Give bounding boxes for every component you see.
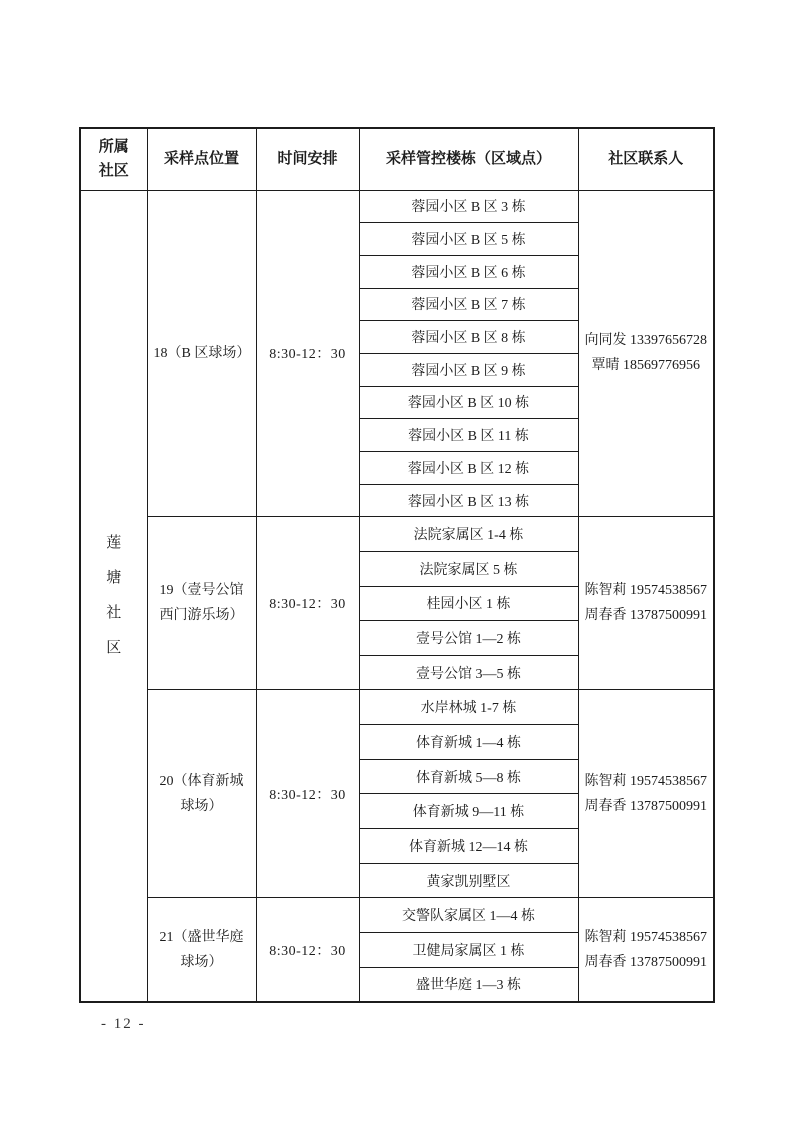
building-cell: 蓉园小区 B 区 10 栋	[359, 386, 578, 419]
building-cell: 蓉园小区 B 区 8 栋	[359, 321, 578, 354]
header-community	[80, 128, 147, 190]
building-cell: 蓉园小区 B 区 11 栋	[359, 419, 578, 452]
time-cell-19: 8:30-12：30	[256, 517, 359, 690]
location-cell-18: 18（B 区球场）	[147, 190, 256, 517]
building-cell: 体育新城 9—11 栋	[359, 794, 578, 829]
header-location: 采样点位置	[147, 128, 256, 190]
building-cell: 体育新城 5—8 栋	[359, 759, 578, 794]
contact-cell-21	[578, 898, 714, 1002]
community-label: 莲塘社区	[106, 534, 122, 656]
community-cell	[80, 190, 147, 1002]
header-row	[80, 128, 714, 190]
building-cell: 蓉园小区 B 区 5 栋	[359, 223, 578, 256]
building-cell: 法院家属区 5 栋	[359, 551, 578, 586]
contact-cell-18	[578, 190, 714, 517]
building-cell: 交警队家属区 1—4 栋	[359, 898, 578, 933]
location-cell-21: 21（盛世华庭球场）	[147, 898, 256, 1002]
sampling-table	[79, 127, 715, 1003]
building-cell: 法院家属区 1-4 栋	[359, 517, 578, 552]
header-community-label: 所属社区	[98, 139, 129, 180]
contact-line: 陈智莉 19574538567	[584, 773, 707, 789]
contact-line: 陈智莉 19574538567	[584, 583, 707, 599]
contact-cell-19	[578, 517, 714, 690]
building-cell: 蓉园小区 B 区 13 栋	[359, 484, 578, 517]
table-row	[80, 517, 714, 552]
table-row	[80, 190, 714, 223]
location-cell-20: 20（体育新城球场）	[147, 690, 256, 898]
building-cell: 蓉园小区 B 区 6 栋	[359, 255, 578, 288]
header-buildings: 采样管控楼栋（区域点）	[359, 128, 578, 190]
table-row	[80, 690, 714, 725]
table-row	[80, 898, 714, 933]
building-cell: 黄家凯别墅区	[359, 863, 578, 898]
building-cell: 卫健局家属区 1 栋	[359, 933, 578, 968]
building-cell: 壹号公馆 3—5 栋	[359, 655, 578, 690]
building-cell: 盛世华庭 1—3 栋	[359, 967, 578, 1002]
time-cell-20: 8:30-12：30	[256, 690, 359, 898]
header-contact: 社区联系人	[578, 128, 714, 190]
header-time: 时间安排	[256, 128, 359, 190]
building-cell: 蓉园小区 B 区 12 栋	[359, 452, 578, 485]
building-cell: 壹号公馆 1—2 栋	[359, 621, 578, 656]
building-cell: 体育新城 12—14 栋	[359, 829, 578, 864]
contact-line: 周春香 13787500991	[584, 608, 707, 624]
contact-line: 周春香 13787500991	[584, 954, 707, 970]
contact-line: 向同发 13397656728	[584, 333, 707, 349]
contact-line: 覃晴 18569776956	[591, 358, 700, 374]
time-cell-18: 8:30-12：30	[256, 190, 359, 517]
building-cell: 水岸林城 1-7 栋	[359, 690, 578, 725]
building-cell: 桂园小区 1 栋	[359, 586, 578, 621]
building-cell: 体育新城 1—4 栋	[359, 725, 578, 760]
contact-line: 陈智莉 19574538567	[584, 929, 707, 945]
building-cell: 蓉园小区 B 区 3 栋	[359, 190, 578, 223]
building-cell: 蓉园小区 B 区 7 栋	[359, 288, 578, 321]
building-cell: 蓉园小区 B 区 9 栋	[359, 353, 578, 386]
time-cell-21: 8:30-12：30	[256, 898, 359, 1002]
contact-line: 周春香 13787500991	[584, 798, 707, 814]
page-number: - 12 -	[101, 1016, 146, 1032]
contact-cell-20	[578, 690, 714, 898]
location-cell-19: 19（壹号公馆西门游乐场）	[147, 517, 256, 690]
